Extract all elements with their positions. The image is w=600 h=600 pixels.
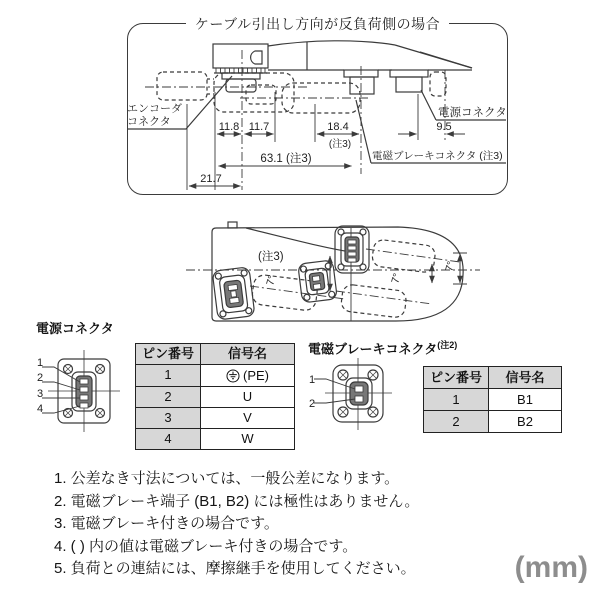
rear-brake-connector (298, 260, 337, 303)
table-header-row (136, 344, 295, 365)
angle-label-3: 7° (443, 259, 458, 273)
dim-brake-note: (注3) (328, 139, 352, 150)
table-row: 4 W (136, 428, 295, 449)
rear-note3-label: (注3) (258, 251, 284, 263)
table-header-row (424, 367, 562, 389)
encoder-connector-side (222, 73, 260, 79)
svg-text:3: 3 (36, 388, 44, 400)
header-pin-number: ピン番号 (136, 344, 201, 365)
header-signal-name: 信号名 (489, 367, 562, 389)
earth-ground-icon (226, 369, 240, 383)
power-connector-label: 電源コネクタ (438, 107, 507, 119)
encoder-connector-label: エンコーダ (127, 103, 182, 115)
table-row: 2 U (136, 386, 295, 407)
dim-pwr-w: 9.5 (436, 121, 452, 133)
pe-signal-cell: (PE) (226, 366, 269, 386)
note-line: 5. 負荷との連結には、摩擦継手を使用してください。 (54, 560, 416, 577)
dim-enc-front: 11.8 (218, 121, 240, 133)
brake-pin-table (423, 366, 562, 433)
table-row: 1 (PE) (136, 365, 295, 387)
dim-brake-w: 18.4 (327, 121, 349, 133)
brake-heading-note: (注2) (437, 340, 458, 350)
svg-text:2: 2 (36, 372, 44, 384)
dim-enc-rear: 11.7 (248, 121, 270, 133)
svg-text:1: 1 (36, 357, 44, 369)
panel-title (127, 14, 508, 34)
power-pin-table (135, 343, 295, 450)
svg-text:4: 4 (36, 403, 44, 415)
brake-connector-label: 電磁ブレーキコネクタ (注3) (372, 150, 503, 162)
angle-label-2: 7° (389, 271, 404, 285)
power-connector-side (390, 70, 428, 77)
panel-title-text: ケーブル引出し方向が反負荷側の場合 (186, 14, 449, 34)
unit-label: (mm) (514, 551, 588, 584)
mount-hatch (216, 68, 265, 73)
encoder-boss (251, 51, 262, 64)
power-connector-figure (42, 350, 120, 432)
rear-encoder-connector (212, 267, 255, 320)
dim-enc-total: 21.7 (200, 173, 222, 185)
encoder-cable-plug (157, 72, 207, 100)
pin-leader-lines (314, 379, 355, 403)
note-line: 2. 電磁ブレーキ端子 (B1, B2) には極性はありません。 (54, 492, 420, 510)
note-line: 1. 公差なき寸法については、一般公差になります。 (54, 470, 400, 487)
table-row: 2 B2 (424, 411, 562, 433)
notes-list (54, 468, 419, 581)
note-line: 3. 電磁ブレーキ付きの場合です。 (54, 515, 279, 532)
table-row: 3 V (136, 407, 295, 428)
svg-text:1: 1 (308, 374, 316, 386)
brake-connector-figure (314, 358, 392, 430)
side-view-texts (127, 102, 507, 185)
dim-total: 63.1 (注3) (260, 153, 312, 165)
svg-text:コネクタ: コネクタ (127, 116, 171, 128)
table-row: 1 B1 (424, 389, 562, 411)
note-line: 4. ( ) 内の値は電磁ブレーキ付きの場合です。 (54, 537, 358, 555)
header-pin-number: ピン番号 (424, 367, 489, 389)
brake-figure-pin-numbers (309, 374, 315, 410)
body-top-contour (268, 41, 395, 46)
angle-label-1: 7° (264, 273, 279, 287)
brake-section-heading: 電磁ブレーキコネクタ$^{(注2)}$ (308, 340, 458, 357)
header-signal-name: 信号名 (201, 344, 295, 365)
rear-view-drawing (186, 222, 480, 321)
power-section-heading: 電源コネクタ (36, 321, 114, 336)
svg-text:2: 2 (308, 398, 316, 410)
power-figure-pin-numbers (37, 357, 43, 415)
